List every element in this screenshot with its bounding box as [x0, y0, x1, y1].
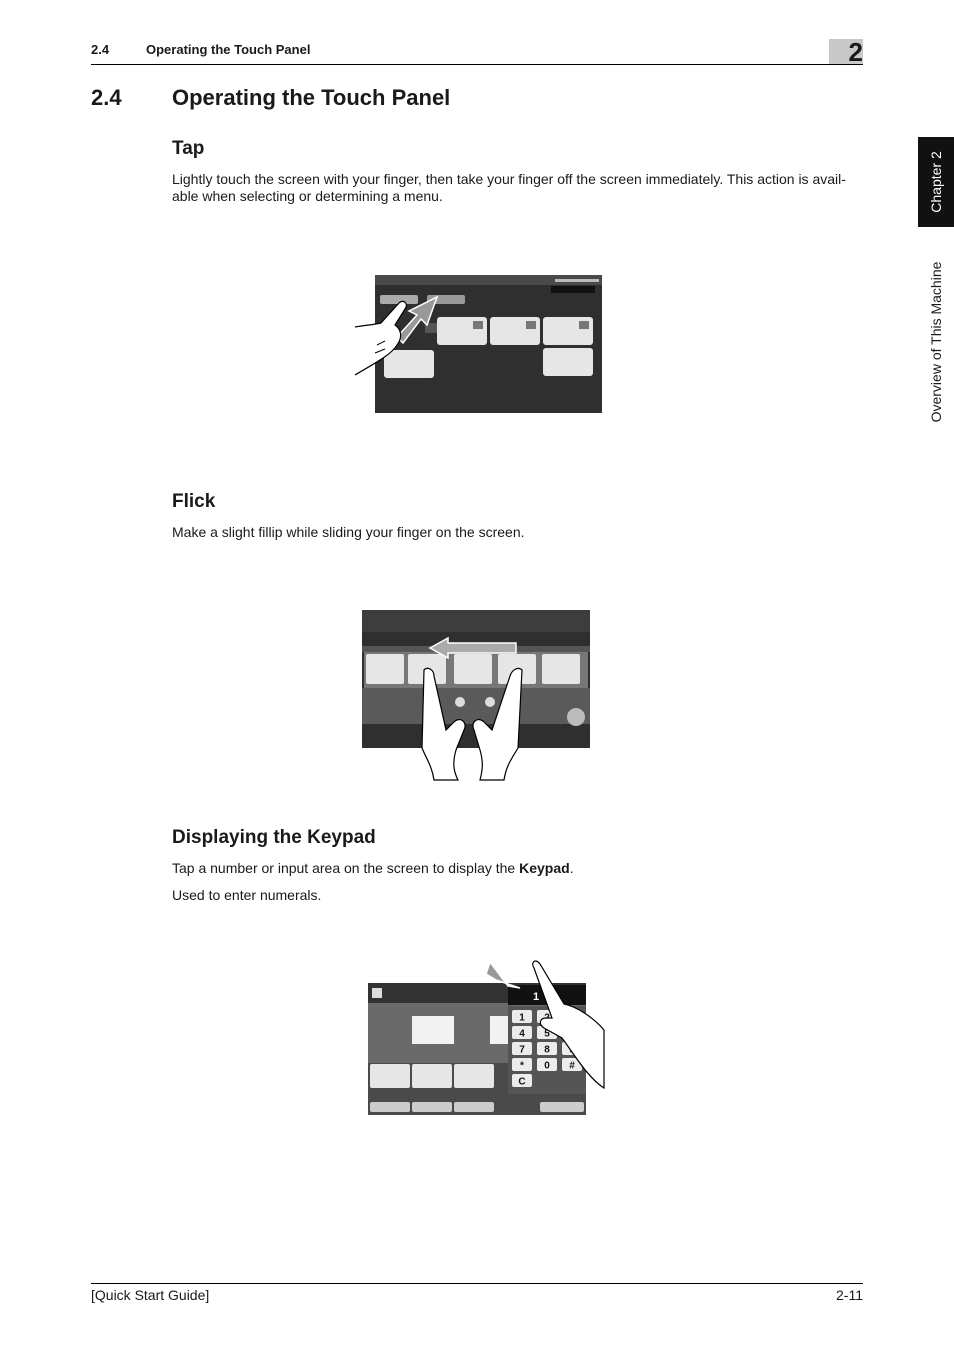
- flick-illustration: [362, 610, 592, 780]
- keypad-key-label: 5: [544, 1028, 550, 1040]
- header-section-title: Operating the Touch Panel: [146, 42, 311, 57]
- flick-heading: Flick: [172, 491, 216, 512]
- tap-illustration: [355, 275, 605, 415]
- header-section-number: 2.4: [91, 42, 110, 57]
- keypad-illustration-svg: [368, 958, 608, 1118]
- flick-illustration-svg: [362, 610, 592, 780]
- section-title: Operating the Touch Panel: [172, 85, 451, 110]
- keypad-key-label: 7: [519, 1044, 525, 1056]
- keypad-body-bold: Keypad: [519, 860, 570, 876]
- keypad-display-value: 1: [533, 991, 540, 1003]
- keypad-key-label: 1: [519, 1012, 525, 1024]
- keypad-key-label: 0: [544, 1060, 550, 1072]
- tap-heading: Tap: [172, 138, 205, 159]
- keypad-body: [172, 860, 864, 877]
- tap-body: Lightly touch the screen with your finger, then take your finger off the screen immediately. This action is avail-able when selecting or determining a menu.: [172, 171, 846, 204]
- side-tab-section-label: Overview of This Machine: [928, 261, 944, 423]
- keypad-key-label: #: [569, 1060, 575, 1072]
- chapter-number: 2: [848, 37, 863, 67]
- keypad-key-label: 8: [544, 1044, 550, 1056]
- side-tab-chapter: [918, 137, 954, 227]
- footer-rule: [91, 1283, 863, 1284]
- side-tab-chapter-label: Chapter 2: [928, 151, 944, 213]
- tap-illustration-svg: [355, 275, 605, 415]
- footer-guide-name: [Quick Start Guide]: [91, 1287, 210, 1303]
- footer-page-number: 2-11: [836, 1287, 863, 1303]
- keypad-key-label: 4: [519, 1028, 525, 1040]
- keypad-body-after: .: [569, 860, 574, 876]
- flick-body: Make a slight fillip while sliding your finger on the screen.: [172, 524, 525, 540]
- header-rule: [91, 64, 863, 65]
- keypad-body-2: Used to enter numerals.: [172, 887, 322, 903]
- keypad-body-before: Tap a number or input area on the screen to display the: [172, 860, 520, 876]
- keypad-key-label: C: [518, 1076, 526, 1088]
- keypad-heading: Displaying the Keypad: [172, 827, 376, 848]
- section-number: 2.4: [91, 85, 122, 110]
- keypad-illustration: [368, 958, 608, 1118]
- side-tab-section: [918, 232, 954, 452]
- keypad-key-label: *: [520, 1060, 524, 1072]
